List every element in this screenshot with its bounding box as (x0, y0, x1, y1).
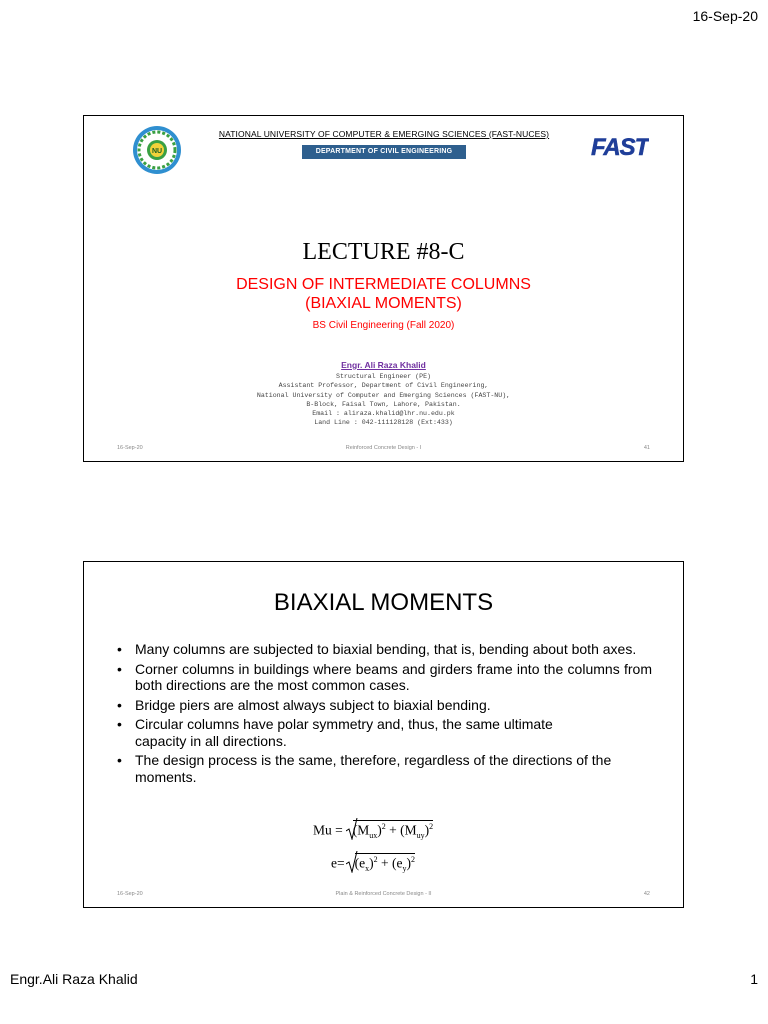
footer-page-number: 1 (750, 971, 758, 987)
slide-footer-number: 42 (643, 891, 650, 897)
author-detail-line: Land Line : 042-111128128 (Ext:433) (314, 419, 453, 427)
slide-footer-date: 16-Sep-20 (117, 891, 143, 897)
lecture-subtitle-line1: DESIGN OF INTERMEDIATE COLUMNS (236, 276, 531, 293)
slide-footer-title: Plain & Reinforced Concrete Design - II (335, 891, 432, 897)
author-detail-line: B-Block, Faisal Town, Lahore, Pakistan. (306, 400, 461, 408)
slide-footer-title: Reinforced Concrete Design - I (345, 445, 422, 451)
list-item: • Corner columns in buildings where beams and girders frame into the columns from both directions are the most common cases. (117, 660, 652, 693)
slide-title: BIAXIAL MOMENTS (273, 589, 494, 616)
page-date: 16-Sep-20 (692, 8, 758, 24)
slide-title-lecture (83, 115, 684, 462)
footer-author: Engr.Ali Raza Khalid (10, 971, 138, 987)
slide-footer-number: 41 (643, 445, 650, 451)
list-item: • Bridge piers are almost always subject to biaxial bending. (117, 696, 491, 713)
author-details (84, 372, 683, 428)
list-item: • The design process is the same, therefore, regardless of the directions of the moments. (117, 752, 612, 785)
radical-sign-icon (346, 818, 358, 840)
university-seal-logo (132, 125, 182, 175)
university-name: NATIONAL UNIVERSITY OF COMPUTER & EMERGING SCIENCES (FAST-NUCES) (218, 129, 550, 139)
department-label: DEPARTMENT OF CIVIL ENGINEERING (302, 145, 466, 159)
fast-logo (589, 130, 649, 160)
author-detail-line: National University of Computer and Emerging Sciences (FAST-NU), (256, 391, 511, 399)
slide-biaxial-moments (83, 561, 684, 908)
author-detail-line: Assistant Professor, Department of Civil Engineering, (278, 382, 489, 390)
author-name: Engr. Ali Raza Khalid (341, 360, 426, 370)
list-item: • Circular columns have polar symmetry and, thus, the same ultimate capacity in all directions. (117, 716, 553, 749)
slide-footer-date: 16-Sep-20 (117, 445, 143, 451)
bullet-list (117, 641, 652, 788)
equation-e: $e= (e_x)^2 + (e_y)^2$ (331, 853, 415, 873)
radical-sign-icon (346, 851, 358, 873)
svg-text:NU: NU (151, 148, 163, 155)
list-item: • Many columns are subjected to biaxial bending, that is, bending about both axes. (117, 641, 637, 657)
square-root: $(e_x)^2 + (e_y)^2$ (354, 855, 415, 874)
author-detail-line: Email : aliraza.khalid@lhr.nu.edu.pk (312, 410, 455, 418)
lecture-title: LECTURE #8-C (302, 239, 465, 265)
equation-mu: $Mu = (M_{ux})^2 + (M_{uy})^2$ (313, 820, 433, 840)
square-root: $(M_{ux})^2 + (M_{uy})^2$ (352, 822, 434, 841)
program-name: BS Civil Engineering (Fall 2020) (312, 320, 455, 331)
svg-text:FAST: FAST (591, 134, 649, 160)
author-detail-line: Structural Engineer (PE) (336, 373, 431, 380)
lecture-subtitle-line2: (BIAXIAL MOMENTS) (305, 295, 462, 312)
